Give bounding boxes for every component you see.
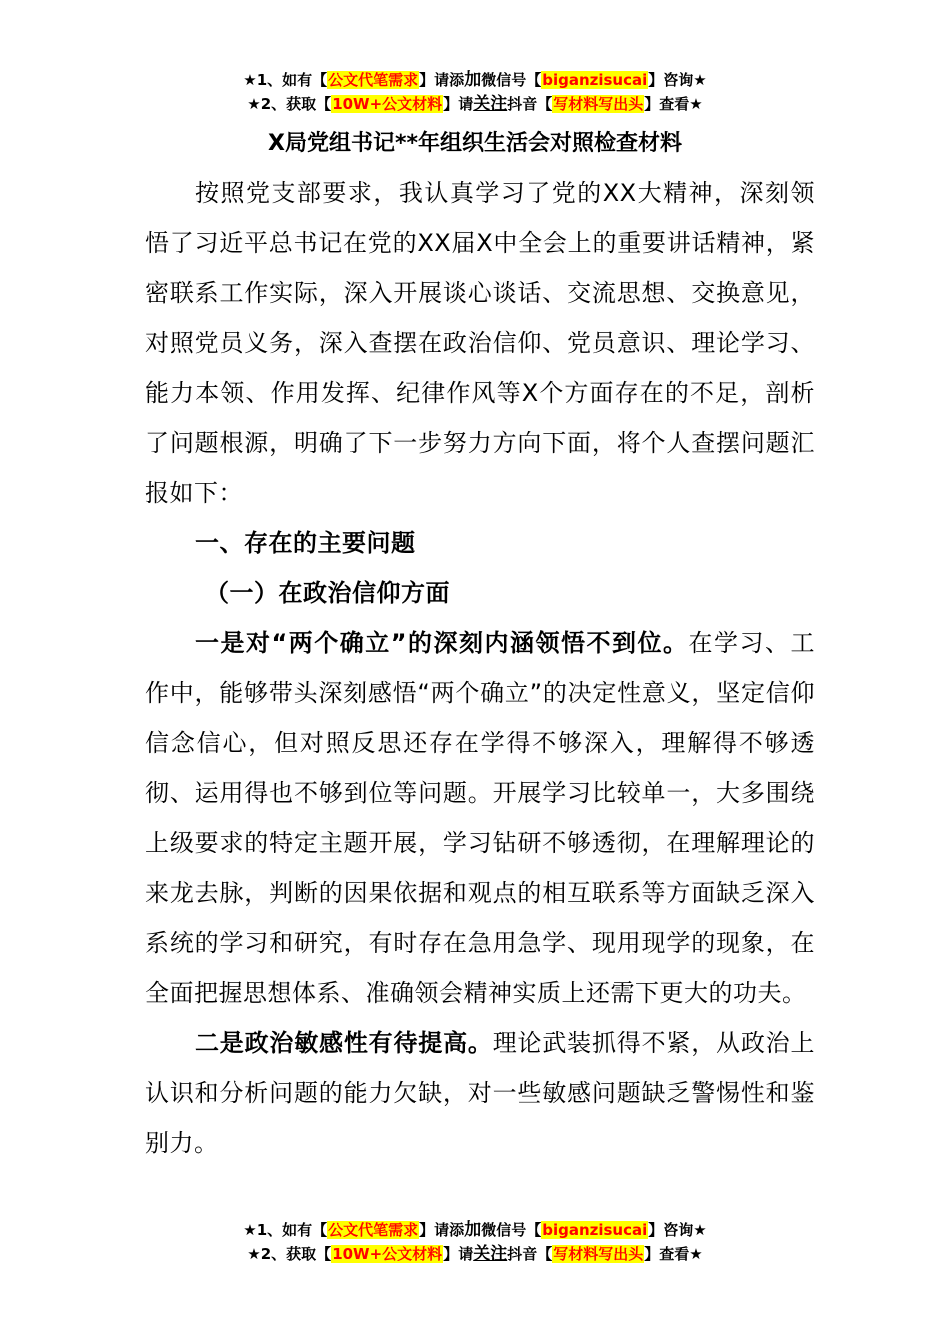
item-paragraph-1 bbox=[145, 618, 815, 1018]
promo-line-1 bbox=[0, 68, 950, 92]
promo-text: 】请添 bbox=[419, 71, 465, 89]
promo-highlight: 10W+公文材料 bbox=[332, 1245, 443, 1263]
promo-emphasis: 关注 bbox=[473, 1244, 508, 1264]
promo-text: 】查看★ bbox=[644, 1245, 703, 1263]
promo-text: 抖音【 bbox=[507, 1245, 553, 1263]
promo-text: 微信号【 bbox=[481, 71, 542, 89]
promo-emphasis: 关注 bbox=[473, 94, 508, 114]
promo-highlight: 公文代笔需求 bbox=[328, 71, 419, 89]
promo-emphasis: 加 bbox=[464, 70, 482, 90]
item-text: 理论武装抓得不紧，从政治上认识和分析问题的能力欠缺，对一些敏感问题缺乏警惕性和鉴别力。 bbox=[145, 1029, 815, 1157]
promo-text: ★2、获取【 bbox=[247, 1245, 332, 1263]
promo-highlight: 10W+公文材料 bbox=[332, 95, 443, 113]
promo-text: 】咨询★ bbox=[648, 71, 707, 89]
section-heading: 一、存在的主要问题 bbox=[195, 529, 416, 557]
promo-line-1 bbox=[0, 1218, 950, 1242]
item-lead: 一是对“两个确立”的深刻内涵领悟不到位。 bbox=[195, 629, 689, 657]
promo-footer bbox=[0, 1218, 950, 1266]
promo-emphasis: 加 bbox=[464, 1220, 482, 1240]
promo-highlight: 写材料写出头 bbox=[553, 95, 644, 113]
promo-highlight: biganzisucai bbox=[542, 1221, 648, 1239]
promo-text: 微信号【 bbox=[481, 1221, 542, 1239]
promo-text: 】请 bbox=[443, 95, 474, 113]
promo-line-2 bbox=[0, 92, 950, 116]
promo-text: ★1、如有【 bbox=[243, 71, 328, 89]
promo-line-2 bbox=[0, 1242, 950, 1266]
intro-paragraph: 按照党支部要求，我认真学习了党的XX大精神，深刻领悟了习近平总书记在党的XX届X中全会上的重要讲话精神，紧密联系工作实际，深入开展谈心谈话、交流思想、交换意见，对照党员义务，深入查摆在政治信仰、党员意识、理论学习、能力本领、作用发挥、纪律作风等X个方面存在的不足，剖析了问题根源，明确了下一步努力方向下面，将个人查摆问题汇报如下： bbox=[145, 179, 815, 507]
document-title: X局党组书记**年组织生活会对照检查材料 bbox=[268, 131, 682, 156]
promo-header bbox=[0, 68, 950, 116]
promo-text: ★2、获取【 bbox=[247, 95, 332, 113]
item-paragraph-2 bbox=[145, 1018, 815, 1168]
promo-text: ★1、如有【 bbox=[243, 1221, 328, 1239]
promo-text: 】咨询★ bbox=[648, 1221, 707, 1239]
item-lead: 二是政治敏感性有待提高。 bbox=[195, 1029, 493, 1057]
item-text: 在学习、工作中，能够带头深刻感悟“两个确立”的决定性意义，坚定信仰信念信心，但对照反思还存在学得不够深入，理解得不够透彻、运用得也不够到位等问题。开展学习比较单一，大多围绕上级要求的特定主题开展，学习钻研不够透彻，在理解理论的来龙去脉，判断的因果依据和观点的相互联系等方面缺乏深入系统的学习和研究，有时存在急用急学、现用现学的现象，在全面把握思想体系、准确领会精神实质上还需下更大的功夫。 bbox=[145, 629, 816, 1007]
promo-text: 抖音【 bbox=[507, 95, 553, 113]
subsection-heading: （一）在政治信仰方面 bbox=[205, 579, 450, 607]
promo-text: 】请 bbox=[443, 1245, 474, 1263]
promo-text: 】请添 bbox=[419, 1221, 465, 1239]
promo-highlight: 公文代笔需求 bbox=[328, 1221, 419, 1239]
promo-highlight: 写材料写出头 bbox=[553, 1245, 644, 1263]
promo-highlight: biganzisucai bbox=[542, 71, 648, 89]
promo-text: 】查看★ bbox=[644, 95, 703, 113]
document-body bbox=[145, 168, 815, 1168]
